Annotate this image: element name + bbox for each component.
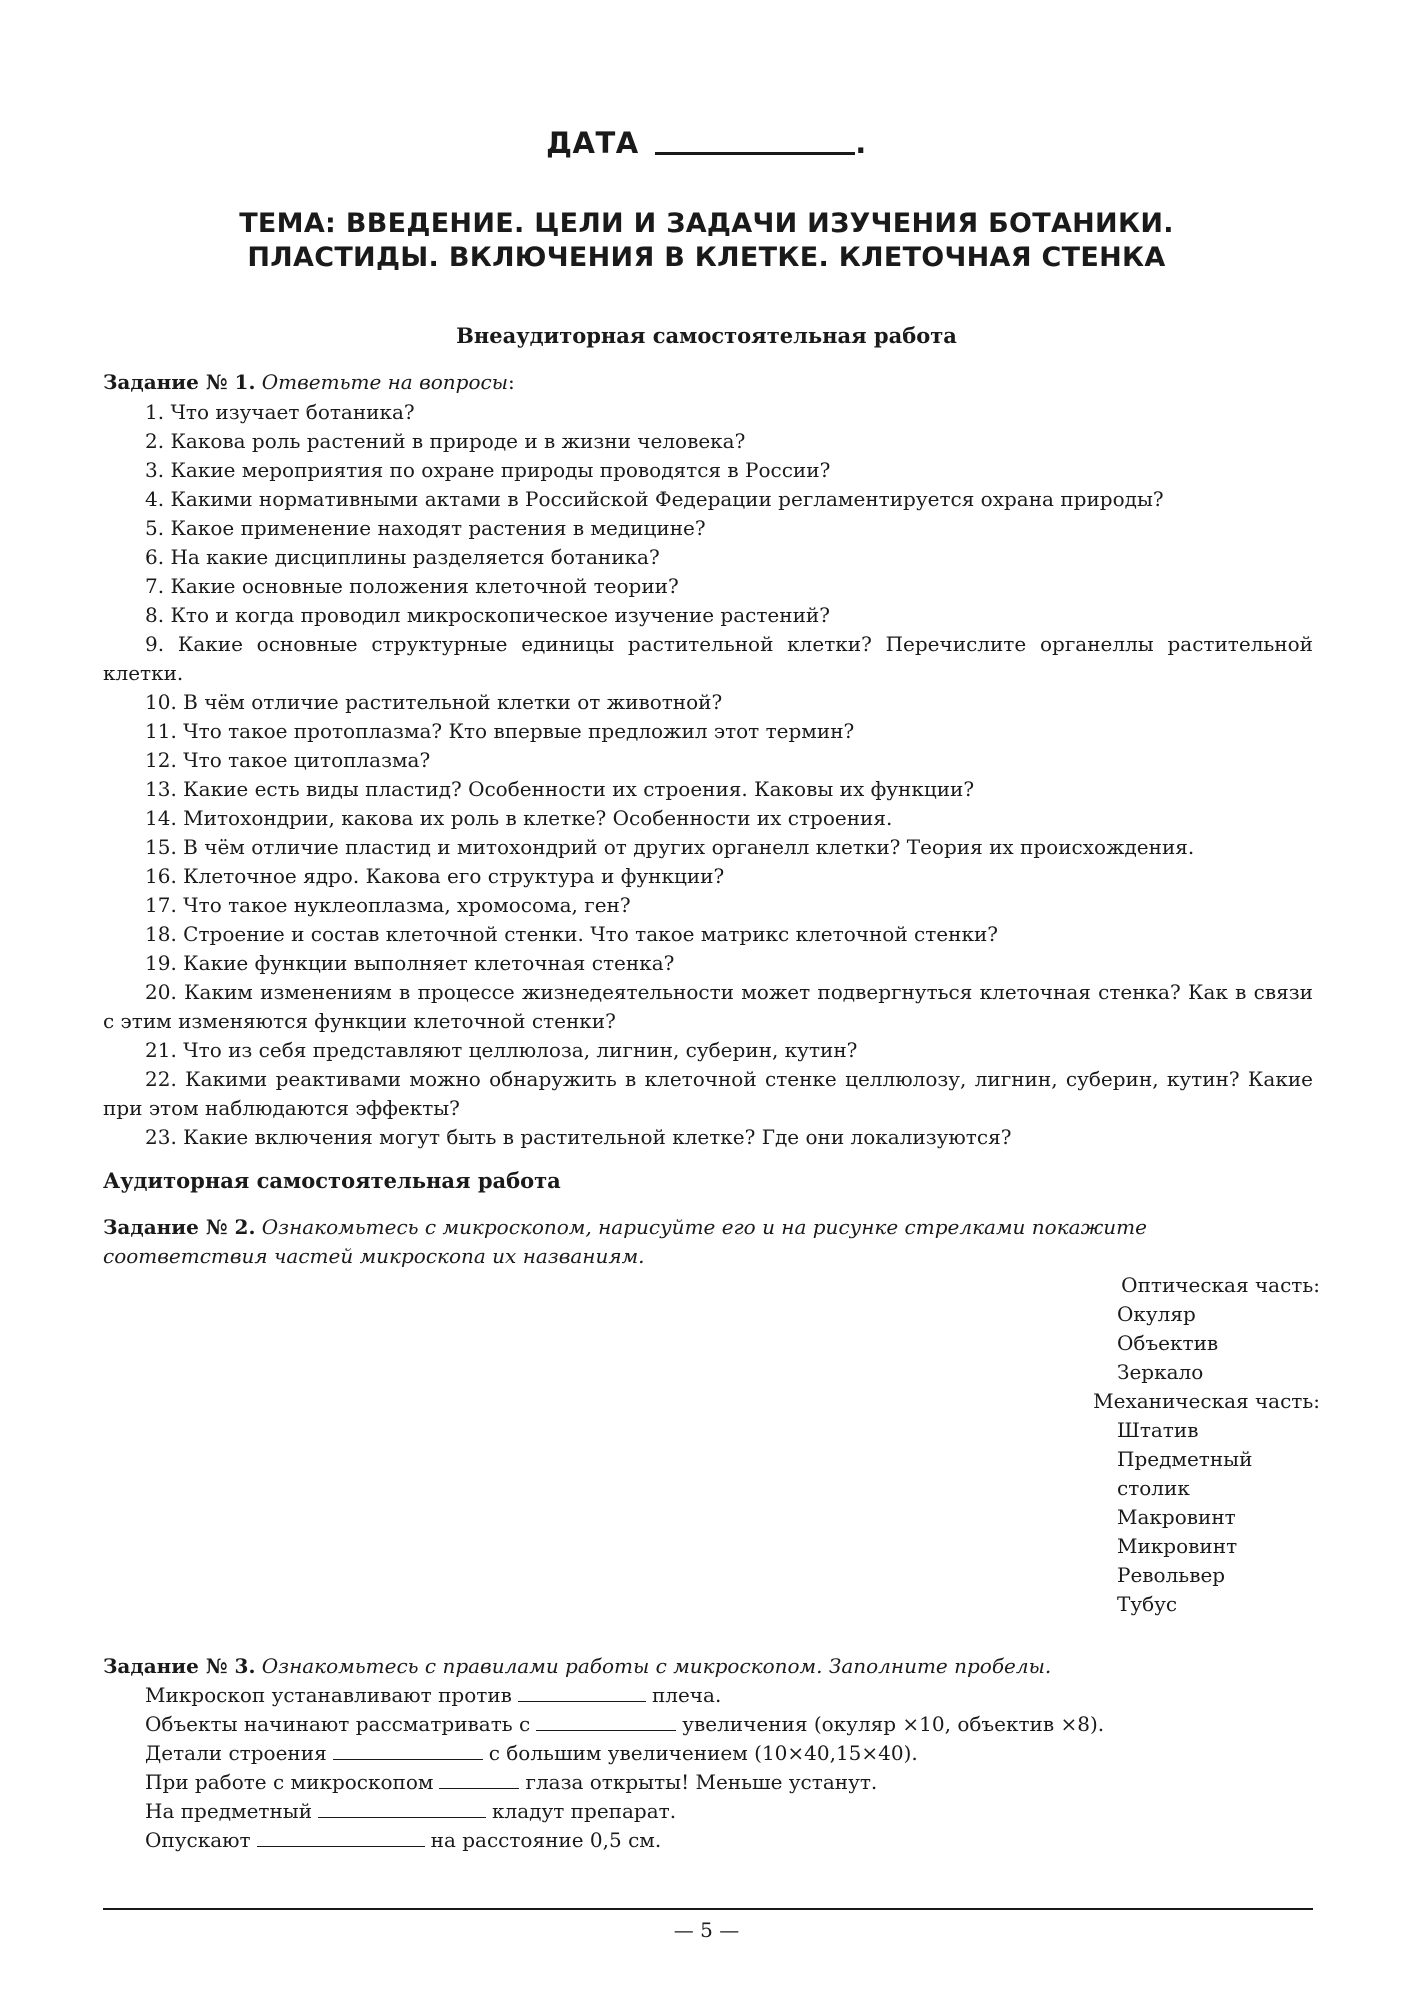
fill-in-blank[interactable] — [439, 1770, 519, 1789]
task-3-instruction: Ознакомьтесь с правилами работы с микроскопом. Заполните пробелы. — [261, 1654, 1052, 1678]
optical-part-item: Зеркало — [1117, 1360, 1204, 1384]
question-item: 1. Что изучает ботаника? — [145, 400, 415, 424]
question-item: 16. Клеточное ядро. Какова его структура и функции? — [145, 864, 725, 888]
topic-title — [100, 207, 1313, 275]
question-item: 11. Что такое протоплазма? Кто впервые предложил этот термин? — [145, 719, 855, 743]
question-item: 12. Что такое цитоплазма? — [145, 748, 431, 772]
mechanical-part-item: Штатив — [1117, 1418, 1199, 1442]
optical-part-item: Окуляр — [1117, 1302, 1196, 1326]
optical-part-header: Оптическая часть: — [1121, 1273, 1320, 1297]
fill-in-text-before: При работе с микроскопом — [145, 1770, 434, 1794]
footer-divider — [103, 1908, 1313, 1910]
question-item: 7. Какие основные положения клеточной теории? — [145, 574, 679, 598]
question-item: 20. Каким изменениям в процессе жизнедеятельности может подвергнуться клеточная стенка? Как в связи с этим изменяются функции клеточной стенки? — [103, 980, 1313, 1033]
date-blank — [655, 126, 855, 155]
fill-in-text-before: Детали строения — [145, 1741, 327, 1765]
topic-line-1: ТЕМА: ВВЕДЕНИЕ. ЦЕЛИ И ЗАДАЧИ ИЗУЧЕНИЯ БОТАНИКИ. — [239, 208, 1174, 239]
task-1-heading — [103, 368, 1313, 397]
date-label: ДАТА — [546, 126, 639, 160]
topic-line-2: ПЛАСТИДЫ. ВКЛЮЧЕНИЯ В КЛЕТКЕ. КЛЕТОЧНАЯ СТЕНКА — [247, 242, 1166, 273]
page-number: — 5 — — [673, 1918, 740, 1942]
fill-in-blank[interactable] — [257, 1828, 425, 1847]
question-item: 6. На какие дисциплины разделяется ботаника? — [145, 545, 660, 569]
question-item: 2. Какова роль растений в природе и в жизни человека? — [145, 429, 746, 453]
fill-in-rules — [145, 1681, 1315, 1855]
fill-in-row — [145, 1797, 1315, 1826]
fill-in-row — [145, 1826, 1315, 1855]
mechanical-part-item: Макровинт — [1117, 1505, 1236, 1529]
date-end: . — [855, 126, 867, 160]
task-1-instruction: Ответьте на вопросы — [261, 370, 508, 394]
fill-in-text-before: Объекты начинают рассматривать с — [145, 1712, 531, 1736]
fill-in-row — [145, 1768, 1315, 1797]
mechanical-part-item: Микровинт — [1117, 1534, 1238, 1558]
fill-in-text-before: Опускают — [145, 1828, 251, 1852]
question-item: 14. Митохондрии, какова их роль в клетке? Особенности их строения. — [145, 806, 893, 830]
question-item: 8. Кто и когда проводил микроскопическое изучение растений? — [145, 603, 830, 627]
section-title-extracurricular: Внеаудиторная самостоятельная работа — [456, 323, 957, 348]
fill-in-text-after: на расстояние 0,5 см. — [430, 1828, 662, 1852]
fill-in-text-after: с большим увеличением (10×40,15×40). — [488, 1741, 918, 1765]
fill-in-row — [145, 1739, 1315, 1768]
task-2-instruction: Ознакомьтесь с микроскопом, нарисуйте его и на рисунке стрелками покажите соответствия частей микроскопа их названиям. — [103, 1215, 1147, 1268]
question-item: 15. В чём отличие пластид и митохондрий от других органелл клетки? Теория их происхождения. — [145, 835, 1195, 859]
question-item: 13. Какие есть виды пластид? Особенности их строения. Каковы их функции? — [145, 777, 975, 801]
date-line — [0, 126, 1413, 160]
fill-in-text-after: глаза открыты! Меньше устанут. — [525, 1770, 878, 1794]
question-item: 4. Какими нормативными актами в Российской Федерации регламентируется охрана природы? — [145, 487, 1164, 511]
question-item: 22. Какими реактивами можно обнаружить в клеточной стенке целлюлозу, лигнин, суберин, кутин? Какие при этом наблюдаются эффекты? — [103, 1067, 1313, 1120]
task-1-colon: : — [507, 370, 515, 394]
microscope-parts-list — [1040, 1271, 1320, 1619]
fill-in-blank[interactable] — [536, 1712, 676, 1731]
question-item: 10. В чём отличие растительной клетки от животной? — [145, 690, 723, 714]
task-3-heading — [103, 1652, 1313, 1681]
task-2-heading — [103, 1213, 1313, 1271]
fill-in-text-after: кладут препарат. — [492, 1799, 677, 1823]
mechanical-part-header: Механическая часть: — [1093, 1389, 1320, 1413]
question-item: 3. Какие мероприятия по охране природы проводятся в России? — [145, 458, 831, 482]
question-item: 19. Какие функции выполняет клеточная стенка? — [145, 951, 675, 975]
task-1-label: Задание № 1. — [103, 370, 256, 394]
mechanical-part-item: столик — [1117, 1476, 1190, 1500]
fill-in-row — [145, 1681, 1315, 1710]
fill-in-blank[interactable] — [518, 1683, 646, 1702]
question-list — [103, 398, 1313, 1152]
fill-in-row — [145, 1710, 1315, 1739]
fill-in-blank[interactable] — [333, 1741, 483, 1760]
question-item: 21. Что из себя представляют целлюлоза, лигнин, суберин, кутин? — [145, 1038, 858, 1062]
fill-in-text-after: плеча. — [651, 1683, 722, 1707]
fill-in-text-after: увеличения (окуляр ×10, объектив ×8). — [682, 1712, 1105, 1736]
fill-in-text-before: На предметный — [145, 1799, 313, 1823]
question-item: 9. Какие основные структурные единицы растительной клетки? Перечислите органеллы растительной клетки. — [103, 632, 1313, 685]
fill-in-blank[interactable] — [318, 1799, 486, 1818]
optical-part-item: Объектив — [1117, 1331, 1219, 1355]
section-title-classroom: Аудиторная самостоятельная работа — [103, 1168, 561, 1193]
mechanical-part-item: Тубус — [1117, 1592, 1178, 1616]
question-item: 17. Что такое нуклеоплазма, хромосома, ген? — [145, 893, 631, 917]
question-item: 5. Какое применение находят растения в медицине? — [145, 516, 706, 540]
task-2-label: Задание № 2. — [103, 1215, 256, 1239]
fill-in-text-before: Микроскоп устанавливают против — [145, 1683, 512, 1707]
task-3-label: Задание № 3. — [103, 1654, 256, 1678]
mechanical-part-item: Предметный — [1117, 1447, 1253, 1471]
question-item: 23. Какие включения могут быть в растительной клетке? Где они локализуются? — [145, 1125, 1012, 1149]
question-item: 18. Строение и состав клеточной стенки. Что такое матрикс клеточной стенки? — [145, 922, 998, 946]
mechanical-part-item: Револьвер — [1117, 1563, 1226, 1587]
